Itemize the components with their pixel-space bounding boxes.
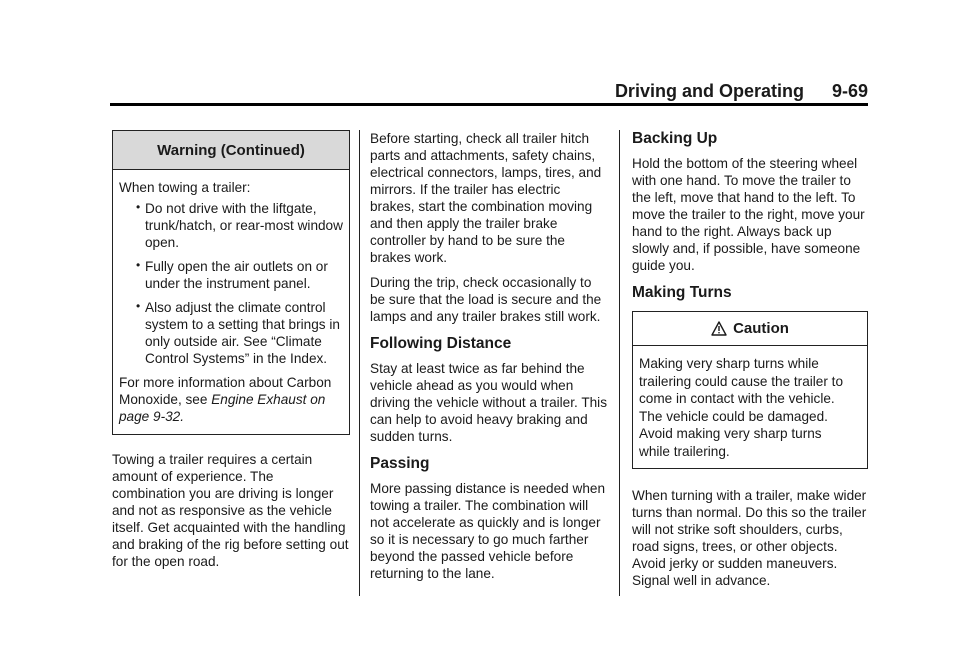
caution-line: while trailering.	[639, 443, 730, 459]
page-number: 9-69	[831, 81, 868, 101]
towing-experience-paragraph: Towing a trailer requires a certain amount of experience. The combination you are driving is longer and not as responsive as the vehicle itself. Get acquainted with the handling and braking of the rig before setting out for the open road.	[112, 452, 349, 569]
caution-line: trailering could cause the trailer to	[639, 373, 844, 389]
bullet-icon: •	[136, 258, 141, 272]
warning-outro: For more information about Carbon Monoxide, see Engine Exhaust on page 9-32.	[119, 375, 332, 424]
turning-paragraph: When turning with a trailer, make wider turns than normal. Do this so the trailer will not strike soft shoulders, curbs, road signs, trees, or other objects. Avoid jerky or sudden maneuvers. Signal well in advance.	[632, 488, 867, 588]
warning-bullet: • Do not drive with the liftgate, trunk/hatch, or rear-most window open.	[136, 200, 343, 250]
page-header	[110, 78, 868, 104]
during-trip-paragraph: During the trip, check occasionally to be sure that the load is secure and the lamps and any trailer brakes still work.	[370, 275, 602, 324]
bullet-icon: •	[136, 299, 141, 313]
caution-triangle-icon	[711, 321, 727, 336]
pre-trip-check-paragraph: Before starting, check all trailer hitch parts and attachments, safety chains, electrical connectors, lamps, tires, and mirrors. If the trailer has electric brakes, start the combination moving and then apply the trailer brake controller by hand to be sure the brakes work.	[370, 131, 602, 265]
making-turns-heading: Making Turns	[632, 284, 732, 301]
column-divider-2	[619, 130, 620, 596]
backing-up-paragraph: Hold the bottom of the steering wheel with one hand. To move the trailer to the left, move that hand to the left. To move the trailer to the right, move your hand to the right. Always back up slowly and, if possible, have someone guide you.	[632, 156, 865, 273]
caution-line: Making very sharp turns while	[639, 356, 819, 371]
caution-box	[632, 311, 868, 469]
caution-header	[633, 312, 867, 346]
warning-bullet-list	[119, 200, 343, 367]
caution-title: Caution	[733, 320, 789, 337]
passing-paragraph: More passing distance is needed when towing a trailer. The combination will not accelerate as quickly and is longer so it is necessary to go much farther beyond the passed vehicle before returning to the lane.	[370, 481, 606, 581]
caution-line: come in contact with the vehicle.	[639, 391, 835, 406]
backing-up-heading: Backing Up	[632, 130, 718, 147]
caution-line: Avoid making very sharp turns	[639, 426, 822, 441]
warning-box	[112, 130, 350, 435]
warning-bullet: • Also adjust the climate control system to a setting that brings in only outside air. See “Climate Control Systems” in the Index.	[136, 299, 340, 366]
bullet-icon: •	[136, 200, 141, 214]
following-distance-heading: Following Distance	[370, 335, 512, 352]
column-1	[112, 130, 350, 578]
passing-heading: Passing	[370, 455, 430, 472]
warning-title: Warning (Continued)	[113, 131, 349, 170]
section-title: Driving and Operating	[614, 81, 804, 101]
column-3	[632, 130, 868, 597]
header-rule	[110, 103, 868, 106]
caution-line: The vehicle could be damaged.	[639, 408, 828, 424]
column-divider-1	[359, 130, 360, 596]
warning-body	[113, 170, 349, 434]
following-distance-paragraph: Stay at least twice as far behind the vehicle ahead as you would when driving the vehicle without a trailer. This can help to avoid heavy braking and sudden turns.	[370, 361, 608, 444]
warning-intro: When towing a trailer:	[119, 180, 251, 195]
cross-reference-link[interactable]: Engine Exhaust on page 9-32.	[119, 392, 326, 424]
column-2	[370, 130, 608, 590]
caution-body	[633, 346, 867, 468]
warning-bullet: • Fully open the air outlets on or under the instrument panel.	[136, 258, 328, 291]
